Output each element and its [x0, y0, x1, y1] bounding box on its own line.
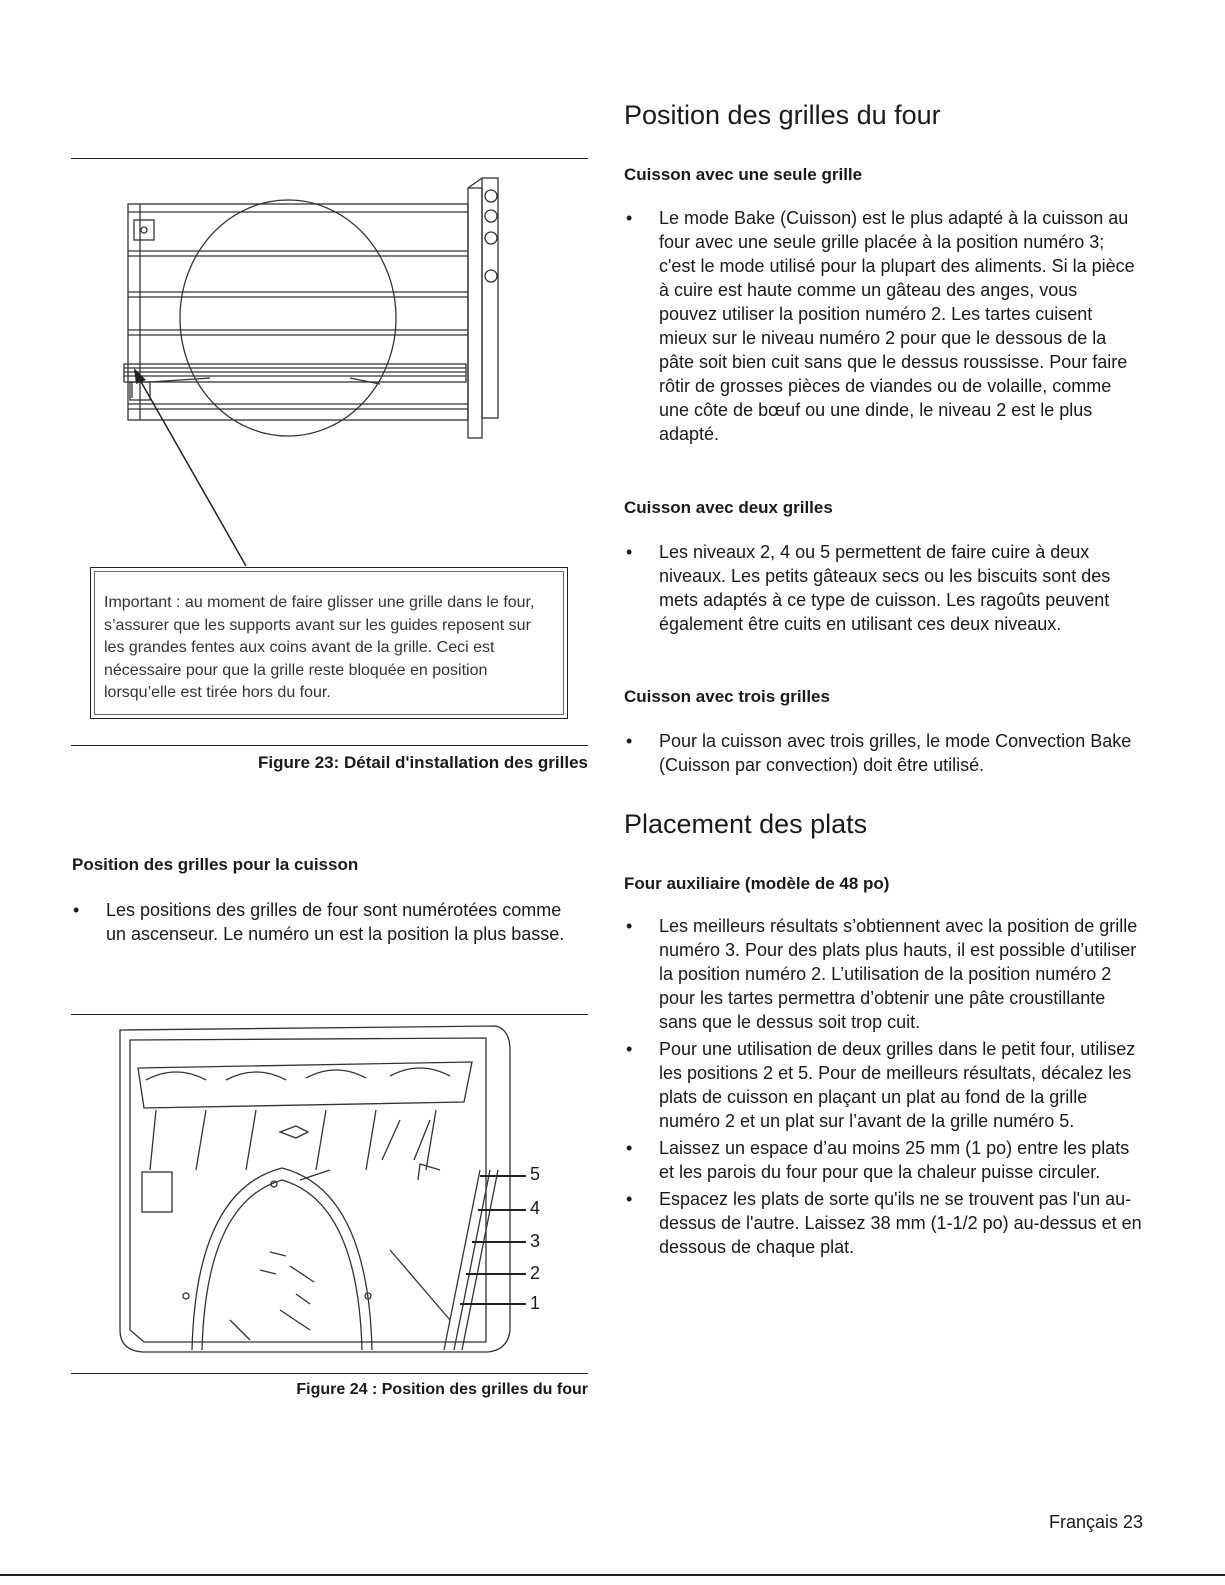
oven-cavity-outline	[120, 1026, 510, 1352]
rack-rails	[128, 251, 468, 409]
two-racks-heading: Cuisson avec deux grilles	[624, 498, 833, 517]
section-title-rack-positions: Position des grilles du four	[624, 100, 941, 130]
fig24-caption: Figure 24 : Position des grilles du four	[296, 1381, 588, 1398]
auxiliary-oven-heading: Four auxiliaire (modèle de 48 po)	[624, 874, 890, 893]
section-title-dish-placement: Placement des plats	[624, 809, 868, 839]
rack-level-label-2: 2	[530, 1263, 541, 1283]
list-item: • Pour une utilisation de deux grilles dans le petit four, utilisez les positions 2 et 5. Pour de meilleurs résultats, décalez les plats de cuisson en plaçant un plat au fond de la grille numéro 2 et un plat sur l’avant de la grille numéro 5.	[626, 1039, 1136, 1131]
fan-cover	[192, 1168, 372, 1350]
rack-level-label-5: 5	[530, 1164, 541, 1184]
important-note-box	[90, 567, 568, 719]
page-footer: Français 23	[1048, 1512, 1143, 1532]
oven-side-wall	[128, 204, 468, 420]
list-item: • Laissez un espace d’au moins 25 mm (1 po) entre les plats et les parois du four pour que la chaleur puisse circuler.	[626, 1138, 1130, 1182]
single-rack-list	[624, 206, 1139, 449]
list-item: • Pour la cuisson avec trois grilles, le mode Convection Bake (Cuisson par convection) doit être utilisé.	[626, 731, 1132, 775]
fig24-bottom-rule	[71, 1373, 588, 1374]
fig23-illustration	[110, 168, 530, 568]
list-item: • Les meilleurs résultats s’obtiennent avec la position de grille numéro 3. Pour des plats plus hauts, il est possible d’utiliser la position numéro 2. L’utilisation de la position numéro 2 pour les tartes permettra d’obtenir une pâte croustillante sans que le dessus soit trop cuit.	[626, 916, 1138, 1032]
important-note-text: Important : au moment de faire glisser une grille dans le four, s’assurer que les supports avant sur les guides reposent sur les grandes fentes aux coins avant de la grille. Ceci est nécessaire pour que la grille reste bloquée en position lorsqu’elle est tirée hors du four.	[94, 571, 564, 715]
rack-detail	[124, 364, 466, 400]
two-racks-list	[624, 540, 1139, 639]
list-item: • Les niveaux 2, 4 ou 5 permettent de faire cuire à deux niveaux. Les petits gâteaux secs ou les biscuits sont des mets adaptés à ce type de cuisson. Les ragoûts peuvent également être cuits en utilisant ces deux niveaux.	[626, 542, 1111, 634]
door-frame	[468, 178, 498, 438]
fig23-caption: Figure 23: Détail d'installation des grilles	[258, 753, 588, 772]
side-rack-supports	[382, 1120, 498, 1350]
rack-positions-list	[71, 898, 586, 949]
rack-positions-heading: Position des grilles pour la cuisson	[72, 855, 359, 874]
rack-level-label-3: 3	[530, 1231, 541, 1251]
page-bottom-rule	[0, 1574, 1225, 1576]
fig23-bottom-rule	[71, 745, 588, 746]
list-item: • Les positions des grilles de four sont numérotées comme un ascenseur. Le numéro un est la position la plus basse.	[73, 900, 565, 944]
fan-circle	[180, 200, 396, 436]
three-racks-heading: Cuisson avec trois grilles	[624, 687, 830, 706]
three-racks-list	[624, 729, 1139, 780]
fig23-top-rule	[71, 158, 588, 159]
callout-line	[140, 380, 246, 566]
fig24-top-rule	[71, 1014, 588, 1015]
top-broil-element	[138, 1062, 472, 1138]
single-rack-heading: Cuisson avec une seule grille	[624, 165, 863, 184]
list-item: • Espacez les plats de sorte qu'ils ne se trouvent pas l'un au-dessus de l'autre. Laissez 38 mm (1-1/2 po) au-dessus et en dessous de chaque plat.	[626, 1189, 1142, 1257]
rack-level-label-4: 4	[530, 1198, 541, 1218]
list-item: • Le mode Bake (Cuisson) est le plus adapté à la cuisson au four avec une seule grille placée à la position numéro 3; c'est le mode utilisé pour la plupart des aliments. Si la pièce à cuire est haute comme un gâteau des anges, vous pouvez utiliser la position numéro 2. Les tartes cuisent mieux sur le niveau numéro 2 pour que le dessous de la pâte soit bien cuit sans que le dessus roussisse. Pour faire rôtir de grosses pièces de viandes ou de volaille, comme une côte de bœuf ou une dinde, le niveau 2 est le plus adapté.	[626, 208, 1135, 444]
fig24-illustration	[100, 1020, 570, 1380]
auxiliary-oven-list	[624, 914, 1144, 1262]
rack-level-label-1: 1	[530, 1293, 541, 1313]
